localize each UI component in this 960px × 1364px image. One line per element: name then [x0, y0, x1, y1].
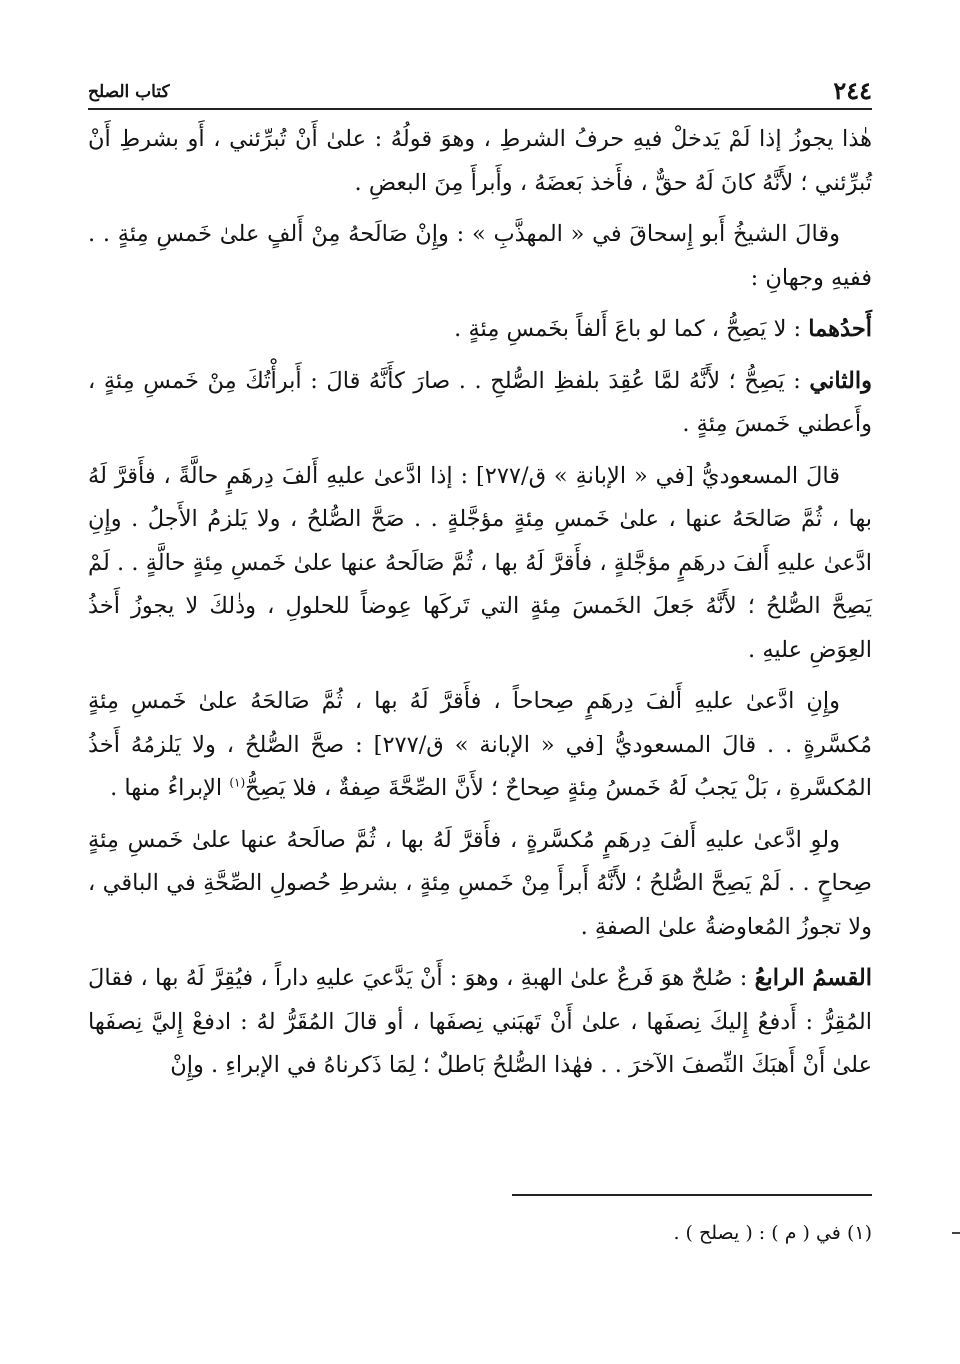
footnote-marker: (١): [846, 1222, 872, 1244]
margin-mark: [952, 1232, 960, 1234]
page-header: [88, 70, 872, 110]
paragraph: [88, 819, 872, 950]
running-title: كتاب الصلح: [88, 82, 170, 102]
footnote: [673, 1222, 872, 1244]
paragraph-text: قالَ المسعوديُّ [في « الإبانةِ » ق/٢٧٧] : إذا ادَّعىٰ عليهِ أَلفَ دِرهَمٍ حالَّةً ، فأَقرَّ لَهُ بها ، ثُمَّ صَالحَهُ عنها ، علىٰ خَمسِ مِئةٍ مؤجَّلةٍ . . صَحَّ الصُّلحُ ، ولا يَلزمُ الأَجلُ . وإِنِ ادَّعىٰ عليهِ أَلفَ درهَمٍ مؤجَّلةٍ ، فأَقرَّ لَهُ بها ، ثُمَّ صَالَحهُ عنها علىٰ خَمسِ مِئةٍ حالَّةٍ . . لَمْ يَصِحَّ الصُّلحُ ؛ لأَنَّهُ جَعلَ الخَمسَ مِئةٍ التي تَركَها عِوضاً للحلولِ ، وذٰلكَ لا يجوزُ أَخذُ العِوَضِ عليهِ .: [88, 462, 872, 663]
paragraph: [88, 455, 872, 673]
paragraph-text: هٰذا يجوزُ إذا لَمْ يَدخلْ فيهِ حرفُ الشرطِ ، وهوَ قولُهُ : علىٰ أَنْ تُبرِّئني ، أَو بشرطِ أَنْ تُبرِّئني ؛ لأَنَّهُ كانَ لَهُ حقٌّ ، فأَخذ بَعضَهُ ، وأَبرأَ مِنَ البعضِ .: [88, 126, 872, 196]
paragraph-text: : لا يَصِحُّ ، كما لو باعَ أَلفاً بخَمسِ مِئةٍ .: [454, 316, 809, 342]
footnote-divider: [512, 1194, 872, 1196]
paragraph: [88, 360, 872, 447]
book-page: [88, 70, 872, 1340]
footnote-text: في ( م ) : ( يصلح ) .: [673, 1222, 841, 1244]
paragraph-text: وقالَ الشيخُ أَبو إِسحاقَ في « المهذَّبِ » : وإِنْ صَالَحهُ مِنْ أَلفٍ علىٰ خَمسِ مِئةٍ . . ففيهِ وجهانِ :: [88, 221, 872, 291]
paragraph-text: ولوِ ادَّعىٰ عليهِ أَلفَ دِرهَمٍ مُكسَّرةٍ ، فأَقرَّ لَهُ بها ، ثُمَّ صالَحهُ عنها علىٰ خَمسِ مِئةٍ صِحاحٍ . . لَمْ يَصِحَّ الصُّلحُ ؛ لأَنَّهُ أَبرأَ مِنْ خَمسِ مِئةٍ ، بشرطِ حُصولِ الصِّحَّةِ في الباقي ، ولا تجوزُ المُعاوضةُ علىٰ الصفةِ .: [88, 826, 872, 940]
paragraph: [88, 957, 872, 1088]
paragraph-lead: القسمُ الرابعُ: [754, 965, 872, 991]
paragraph-lead: أَحدُهما: [808, 316, 872, 342]
paragraph: [88, 308, 872, 352]
paragraph-text: : يَصِحُّ ؛ لأَنَّهُ لمَّا عُقِدَ بلفظِ الصُّلحِ . . صارَ كأَنَّهُ قالَ : أَبرأْتُكَ مِنْ خَمسِ مِئةٍ ، وأَعطني خَمسَ مِئةٍ .: [88, 367, 872, 437]
page-number: ٢٤٤: [833, 76, 872, 105]
paragraph-text-continued: الإبراءُ منها .: [110, 775, 230, 801]
paragraph: [88, 680, 872, 811]
paragraph: [88, 213, 872, 300]
paragraph-text: وإِنِ ادَّعىٰ عليهِ أَلفَ دِرهَمٍ صِحاحاً ، فأَقرَّ لَهُ بها ، ثُمَّ صَالحَهُ علىٰ خَمسِ مِئةٍ مُكسَّرةٍ . . قالَ المسعوديُّ [في « الإبانة » ق/٢٧٧] : صحَّ الصُّلحُ ، ولا يَلزمُهُ أَخذُ المُكسَّرةِ ، بَلْ يَجبُ لَهُ خَمسُ مِئةٍ صِحاحٌ ؛ لأَنَّ الصِّحَّةَ صِفةٌ ، فلا يَصِحُّ: [88, 688, 872, 801]
main-text: [88, 118, 872, 1088]
footnote-reference[interactable]: (١): [229, 775, 246, 790]
paragraph-text: : صُلحٌ هوَ فَرعٌ علىٰ الهبةِ ، وهوَ : أَنْ يَدَّعيَ عليهِ داراً ، فيُقِرَّ لَهُ بها ، فقالَ المُقِرُّ : أَدفعُ إِليكَ نِصفَها ، علىٰ أَنْ تَهبَني نِصفَها ، أو قالَ المُقَرُّ لهُ : ادفعْ إِليَّ نِصفَها علىٰ أَنْ أَهبَكَ النِّصفَ الآخرَ . . فهٰذا الصُّلحُ بَاطلٌ ؛ لِمَا ذَكرناهُ في الإبراءِ . وإِنْ: [88, 965, 872, 1078]
paragraph: [88, 118, 872, 205]
paragraph-lead: والثاني: [809, 367, 872, 394]
